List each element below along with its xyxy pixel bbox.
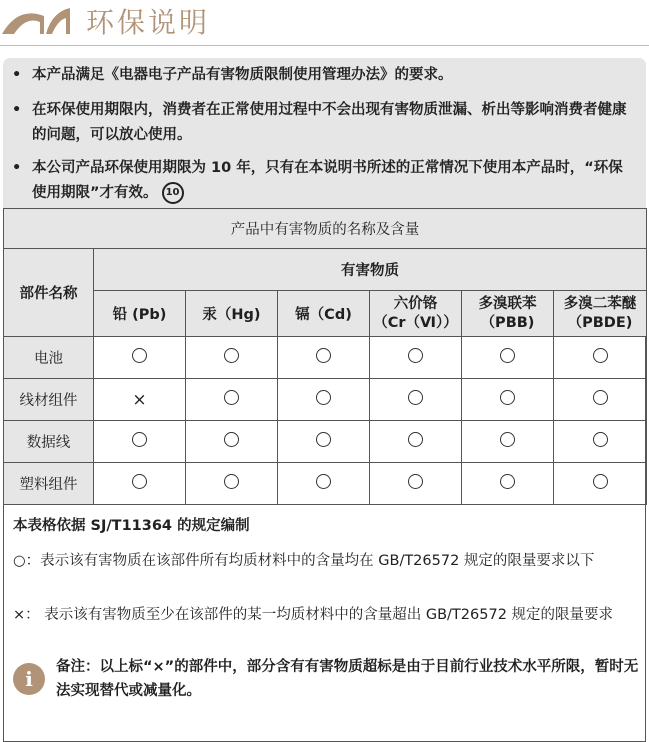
compliant-circle-mark <box>316 432 331 447</box>
compliant-circle-mark <box>500 390 515 405</box>
info-icon: i <box>13 663 45 695</box>
compliant-circle-mark <box>224 474 239 489</box>
compliant-circle-mark <box>224 348 239 363</box>
circle-legend: ○：表示该有害物质在该部件所有均质材料中的含量均在 GB/T26572 规定的限量要求以下 <box>13 553 595 569</box>
compliant-circle-mark <box>224 390 239 405</box>
compliant-circle-mark <box>132 348 147 363</box>
substance-value-cell <box>94 379 186 421</box>
compliant-circle-mark <box>132 474 147 489</box>
table-row <box>4 337 647 379</box>
substance-header: 多溴二苯醚 （PBDE) <box>554 291 647 337</box>
page-title: 环保说明 <box>86 6 211 39</box>
part-name-cell: 数据线 <box>4 421 94 463</box>
compliant-circle-mark <box>224 432 239 447</box>
substance-value-cell <box>462 463 554 505</box>
substance-value-cell <box>186 379 278 421</box>
standard-note: 本表格依据 SJ/T11364 的规定编制 <box>13 518 250 534</box>
part-name-cell: 塑料组件 <box>4 463 94 505</box>
substance-header: 六价铬 （Cr（Ⅵ）） <box>370 291 462 337</box>
substance-value-cell <box>554 463 647 505</box>
rohs-10-year-icon: 10 <box>162 182 184 204</box>
substance-value-cell <box>370 337 462 379</box>
substance-value-cell <box>94 337 186 379</box>
substance-value-cell <box>462 421 554 463</box>
compliant-circle-mark <box>500 348 515 363</box>
substance-value-cell <box>278 379 370 421</box>
substance-value-cell <box>186 421 278 463</box>
compliant-circle-mark <box>593 390 608 405</box>
hazardous-substance-table <box>3 208 647 505</box>
substance-value-cell <box>370 379 462 421</box>
title-divider <box>0 45 649 46</box>
compliant-circle-mark <box>593 432 608 447</box>
table-row <box>4 421 647 463</box>
substance-group-header: 有害物质 <box>94 249 647 291</box>
cross-legend: ×： 表示该有害物质至少在该部件的某一均质材料中的含量超出 GB/T26572 规定的限量要求 <box>13 607 614 623</box>
substance-value-cell <box>278 463 370 505</box>
substance-header: 铅 (Pb) <box>94 291 186 337</box>
brand-logo-icon <box>0 2 72 36</box>
substance-value-cell <box>186 463 278 505</box>
substance-value-cell <box>554 337 647 379</box>
compliant-circle-mark <box>500 432 515 447</box>
substance-value-cell <box>186 337 278 379</box>
substance-header: 汞（Hg) <box>186 291 278 337</box>
compliant-circle-mark <box>500 474 515 489</box>
substance-value-cell <box>278 337 370 379</box>
compliant-circle-mark <box>593 474 608 489</box>
compliant-circle-mark <box>316 474 331 489</box>
intro-bullet-3: • 本公司产品环保使用期限为 10 年，只有在本说明书所述的正常情况下使用本产品时，“环保使用期限”才有效。 10 <box>12 156 637 206</box>
substance-value-cell <box>370 421 462 463</box>
substance-header: 镉（Cd) <box>278 291 370 337</box>
part-name-header: 部件名称 <box>4 249 94 337</box>
substance-value-cell <box>554 379 647 421</box>
substance-value-cell <box>554 421 647 463</box>
substance-value-cell <box>94 421 186 463</box>
table-row <box>4 379 647 421</box>
compliant-circle-mark <box>408 474 423 489</box>
substance-value-cell <box>278 421 370 463</box>
compliant-circle-mark <box>408 390 423 405</box>
substance-value-cell <box>94 463 186 505</box>
part-name-cell: 线材组件 <box>4 379 94 421</box>
compliant-circle-mark <box>593 348 608 363</box>
compliant-circle-mark <box>316 390 331 405</box>
substance-value-cell <box>462 379 554 421</box>
intro-bullet-1: • 本产品满足《电器电子产品有害物质限制使用管理办法》的要求。 <box>12 67 453 83</box>
compliant-circle-mark <box>408 432 423 447</box>
substance-value-cell <box>370 463 462 505</box>
substance-value-cell <box>462 337 554 379</box>
table-caption: 产品中有害物质的名称及含量 <box>4 209 647 249</box>
exceeds-cross-mark: × <box>132 389 147 410</box>
part-name-cell: 电池 <box>4 337 94 379</box>
remark-note: 备注：以上标“×”的部件中，部分含有有害物质超标是由于目前行业技术水平所限，暂时无法实现替代或减量化。 <box>56 659 639 699</box>
table-row <box>4 463 647 505</box>
compliant-circle-mark <box>408 348 423 363</box>
intro-bullet-2: • 在环保使用期限内，消费者在正常使用过程中不会出现有害物质泄漏、析出等影响消费者健康的问题，可以放心使用。 <box>12 102 627 143</box>
compliant-circle-mark <box>316 348 331 363</box>
compliant-circle-mark <box>132 432 147 447</box>
substance-header: 多溴联苯 （PBB) <box>462 291 554 337</box>
header <box>0 0 649 60</box>
